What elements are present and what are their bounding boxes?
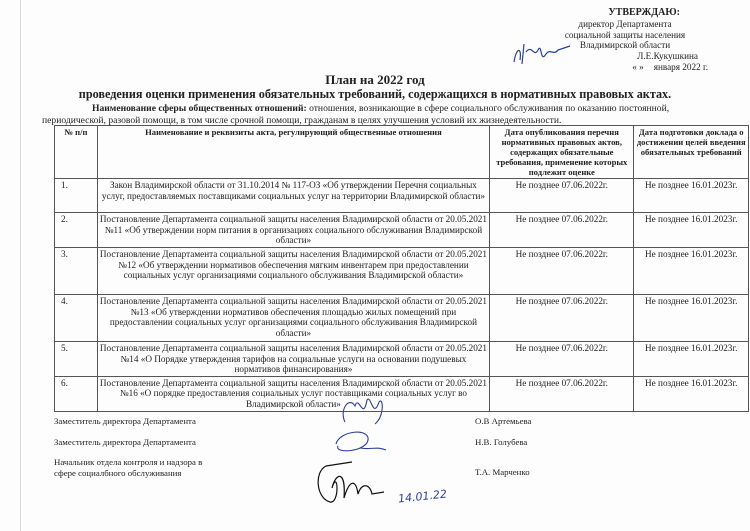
- header-report-date: Дата подготовки доклада о достижении целей введения обязательных требований: [634, 126, 749, 179]
- approval-line: социальной защиты населения: [564, 29, 686, 40]
- approval-signer: Л.Е.Кукушкина: [637, 51, 698, 62]
- signer-name: Н.В. Голубева: [475, 437, 528, 447]
- signature-golubeva-icon: [330, 428, 390, 458]
- row-report: Не позднее 16.01.2023г.: [634, 342, 749, 377]
- row-publish: Не позднее 07.06.2022г.: [490, 179, 634, 213]
- row-act: Постановление Департамента социальной защиты населения Владимирской области от 20.05.2021 №16 «О порядке предоставления социальных услуг поставщиками социальных услуг во Владимирской области»: [97, 376, 489, 411]
- header-act: Наименование и реквизиты акта, регулирующий общественные отношения: [97, 126, 489, 179]
- row-num: 5.: [55, 342, 98, 377]
- approval-line: Владимирской области: [579, 40, 671, 51]
- row-report: Не позднее 16.01.2023г.: [634, 179, 749, 213]
- row-act: Постановление Департамента социальной защиты населения Владимирской области от 20.05.2021 №11 «Об утверждении норм питания в организациях социального обслуживания Владимирской области»: [97, 213, 489, 248]
- approval-date-quotes: « »: [632, 61, 644, 72]
- table-row: [55, 376, 749, 411]
- table-header-row: [55, 126, 749, 179]
- row-act: Постановление Департамента социальной защиты населения Владимирской области от 20.05.2021 №13 «Об утверждении нормативов обеспечения площадью жилых помещений при предоставлении социальных услуг организациями социального обслуживания Владимирской области»: [97, 295, 489, 342]
- row-num: 2.: [55, 213, 98, 248]
- row-report: Не позднее 16.01.2023г.: [634, 213, 749, 248]
- row-publish: Не позднее 07.06.2022г.: [490, 295, 634, 342]
- page-title: План на 2022 год: [325, 72, 425, 87]
- signer-position: Начальник отдела контроля и надзора в сфере социалбного обслуживания: [54, 457, 203, 478]
- row-publish: Не позднее 07.06.2022г.: [490, 213, 634, 248]
- signature-marchenko-icon: [312, 458, 392, 508]
- table-row: [55, 342, 749, 377]
- signer-position: Заместитель директора Департамента: [54, 437, 196, 447]
- row-act: Постановление Департамента социальной защиты населения Владимирской области от 20.05.2021 №14 «О Порядке утверждения тарифов на социальные услуги на основании подушевых нормативов финансирования»: [97, 342, 489, 377]
- row-act: Закон Владимирской области от 31.10.2014 № 117-ОЗ «Об утверждении Перечня социальных услуг, предоставляемых поставщиками социальных услуг на территории Владимирской области»: [97, 179, 489, 213]
- table-row: [55, 213, 749, 248]
- table-row: [55, 295, 749, 342]
- header-publish-date: Дата опубликования перечня нормативных правовых актов, содержащих обязательные требования, применение которых подлежит оценке: [490, 126, 634, 179]
- handwritten-date: 14.01.22: [397, 487, 448, 506]
- signer-name: Т.А. Марченко: [475, 467, 530, 477]
- signer-name: О.В Артемьева: [475, 416, 532, 426]
- page-subtitle: проведения оценки применения обязательных требований, содержащихся в нормативных правовых актах.: [78, 87, 672, 101]
- approval-heading: УТВЕРЖДАЮ:: [608, 7, 680, 18]
- header-num: № п/п: [55, 126, 98, 179]
- signer-position: Заместитель директора Департамента: [54, 416, 196, 426]
- table-row: [55, 248, 749, 295]
- row-num: 3.: [55, 248, 98, 295]
- approval-date-month: января 2022 г.: [653, 61, 708, 72]
- row-publish: Не позднее 07.06.2022г.: [490, 376, 634, 411]
- sphere-description: [42, 103, 722, 126]
- row-report: Не позднее 16.01.2023г.: [634, 295, 749, 342]
- row-num: 1.: [55, 179, 98, 213]
- row-report: Не позднее 16.01.2023г.: [634, 248, 749, 295]
- sphere-label: Наименование сферы общественных отношений:: [92, 103, 307, 114]
- row-publish: Не позднее 07.06.2022г.: [490, 342, 634, 377]
- director-signature-icon: [510, 38, 580, 68]
- row-num: 4.: [55, 295, 98, 342]
- approval-block: [540, 8, 710, 73]
- plan-table: [54, 125, 749, 412]
- table-row: [55, 179, 749, 213]
- signature-artemyeva-icon: [335, 392, 395, 432]
- sphere-text: отношения, возникающие в сфере социального обслуживания по оказанию постоянной, периодической, разовой помощи, в том числе срочной помощи, гражданам в целях улучшения условий их жизнедеятельности.: [42, 103, 670, 126]
- row-report: Не позднее 16.01.2023г.: [634, 376, 749, 411]
- approval-line: директор Департамента: [578, 18, 672, 29]
- row-num: 6.: [55, 376, 98, 411]
- row-act: Постановление Департамента социальной защиты населения Владимирской области от 20.05.2021 №12 «Об утверждении нормативов обеспечения мягким инвентарем при предоставлении социальных услуг организациями социального обслуживания Владимирской области»: [97, 248, 489, 295]
- row-publish: Не позднее 07.06.2022г.: [490, 248, 634, 295]
